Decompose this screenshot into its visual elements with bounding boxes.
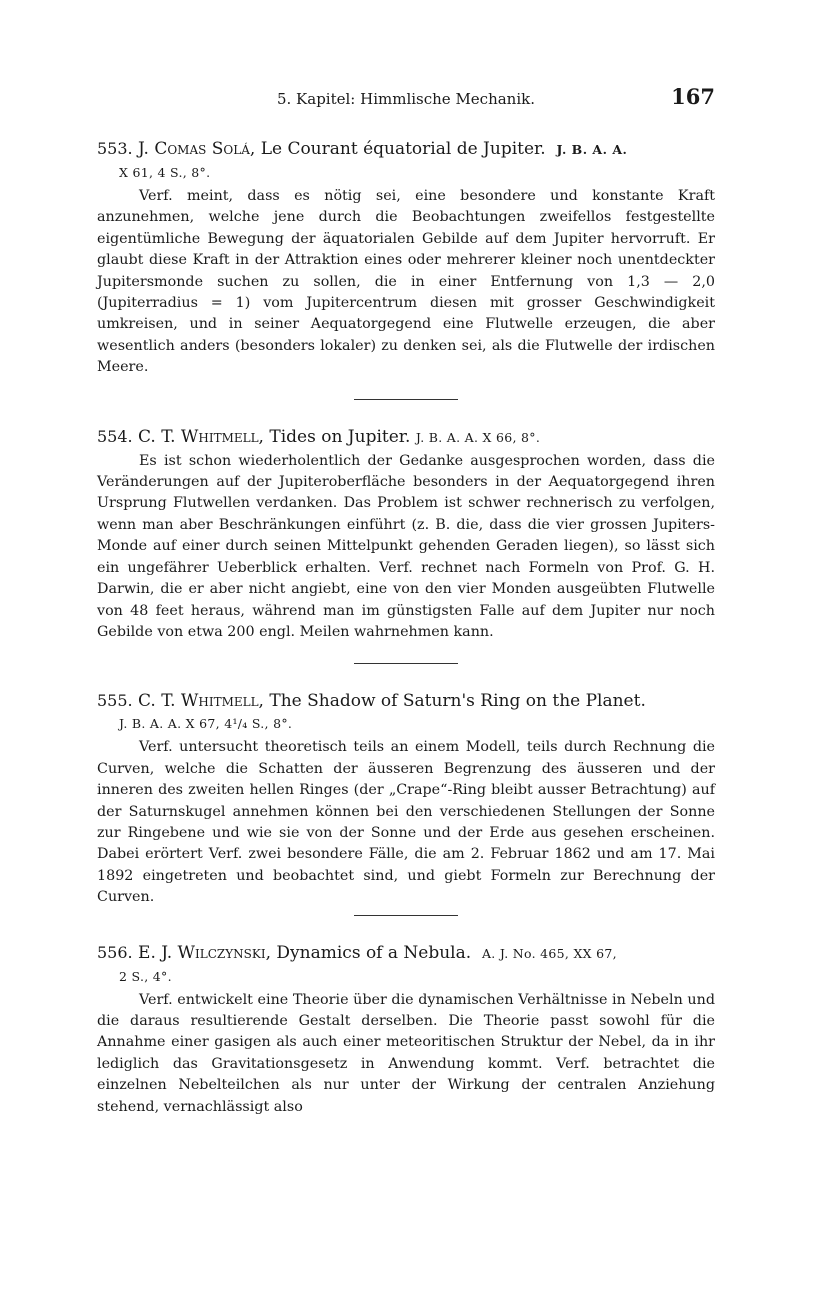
entry-553: [97, 138, 715, 379]
entry-heading: [97, 942, 715, 988]
entry-source: J. B. A. A. X 66, 8°.: [415, 429, 541, 445]
running-header: [97, 84, 715, 114]
entry-title: Dynamics of a Nebula.: [276, 942, 472, 963]
entry-body: Es ist schon wiederholentlich der Gedanke ausgesprochen worden, dass die Veränderungen auf der Jupiteroberfläche besonders in der Aequatorgegend ihren Ursprung Flutwellen verdanken. Das Problem ist schwer rechnerisch zu verfolgen, wenn man aber Beschränkungen einführt (z. B. die, dass die vier grossen Jupiters-Monde auf einer durch seinen Mittelpunkt gehenden Geraden liegen), so lässt sich ein ungefährer Ueberblick erhalten. Verf. rechnet nach Formeln von Prof. G. H. Darwin, die er aber nicht angiebt, eine von den vier Monden ausgeübten Flutwelle von 48 feet heraus, während man im günstigsten Falle auf dem Jupiter nur noch Gebilde von etwa 200 engl. Meilen wahrnehmen kann.: [97, 452, 715, 640]
entry-author: E. J. Wilczynski,: [138, 942, 272, 963]
separator-rule: [354, 399, 458, 400]
entry-555: [97, 690, 715, 908]
separator-rule: [354, 663, 458, 664]
entry-title: Tides on Jupiter.: [269, 426, 411, 447]
entry-source: A. J. No. 465, XX 67,: [481, 945, 617, 961]
entry-number: 555.: [97, 691, 133, 711]
entry-554: [97, 426, 715, 644]
entry-number: 556.: [97, 942, 133, 962]
entry-source-detail: 2 S., 4°.: [119, 968, 172, 984]
entry-author: J. Comas Solá,: [138, 139, 256, 159]
entry-source-detail: J. B. A. A. X 67, 4¹/₄ S., 8°.: [119, 716, 293, 732]
page-number: 167: [671, 84, 715, 109]
entry-author: C. T. Whitmell,: [138, 426, 264, 447]
entry-body: Verf. entwickelt eine Theorie über die dynamischen Verhältnisse in Nebeln und die daraus resultierende Gestalt derselben. Die Theorie passt sowohl für die Annahme einer gasigen als auch einer meteoritischen Struktur der Nebel, da in ihr lediglich das Gravitationsgesetz in Anwendung kommt. Verf. betrachtet die einzelnen Nebelteilchen als nur unter der Wirkung der centralen Anziehung stehend, vernachlässigt also: [97, 991, 715, 1115]
entry-source: J. B. A. A.: [556, 142, 628, 157]
entry-heading: [97, 690, 715, 735]
entry-author: C. T. Whitmell,: [138, 691, 264, 712]
entry-body: Verf. meint, dass es nötig sei, eine besondere und konstante Kraft anzunehmen, welche jene durch die Beobachtungen zweifellos festgestellte eigentümliche Bewegung der äquatorialen Gebilde auf dem Jupiter hervorruft. Er glaubt diese Kraft in der Attraktion eines oder mehrerer kleiner noch unentdeckter Jupitersmonde suchen zu sollen, die in einer Entfernung von 1,3 — 2,0 (Jupiterradius = 1) vom Jupitercentrum diesen mit grosser Geschwindigkeit umkreisen, und in seiner Aequatorgegend eine Flutwelle erzeugen, die aber wesentlich anders (besonders lokaler) zu denken sei, als die Flutwelle der irdischen Meere.: [97, 188, 715, 376]
entry-number: 553.: [97, 139, 133, 158]
entry-source-detail: X 61, 4 S., 8°.: [119, 165, 211, 180]
entry-number: 554.: [97, 426, 133, 446]
entry-heading: [97, 138, 715, 184]
entry-body: Verf. untersucht theoretisch teils an einem Modell, teils durch Rechnung die Curven, welche die Schatten der äusseren Begrenzung des äusseren und der inneren des zweiten hellen Ringes (der „Crape“-Ring bleibt ausser Betrachtung) auf der Saturnskugel annehmen können bei den verschiedenen Stellungen der Sonne zur Ringebene und wie sie von der Sonne und der Erde aus gesehen erscheinen. Dabei erörtert Verf. zwei besondere Fälle, die am 2. Februar 1862 und am 17. Mai 1892 eingetreten und beobachtet sind, und giebt Formeln zur Berechnung der Curven.: [97, 739, 715, 906]
chapter-title: 5. Kapitel: Himmlische Mechanik.: [276, 90, 536, 108]
entry-556: [97, 942, 715, 1118]
entry-title: Le Courant équatorial de Jupiter.: [260, 139, 546, 159]
entry-heading: [97, 426, 715, 449]
separator-rule: [354, 915, 458, 916]
entry-title: The Shadow of Saturn's Ring on the Planet.: [269, 691, 646, 712]
